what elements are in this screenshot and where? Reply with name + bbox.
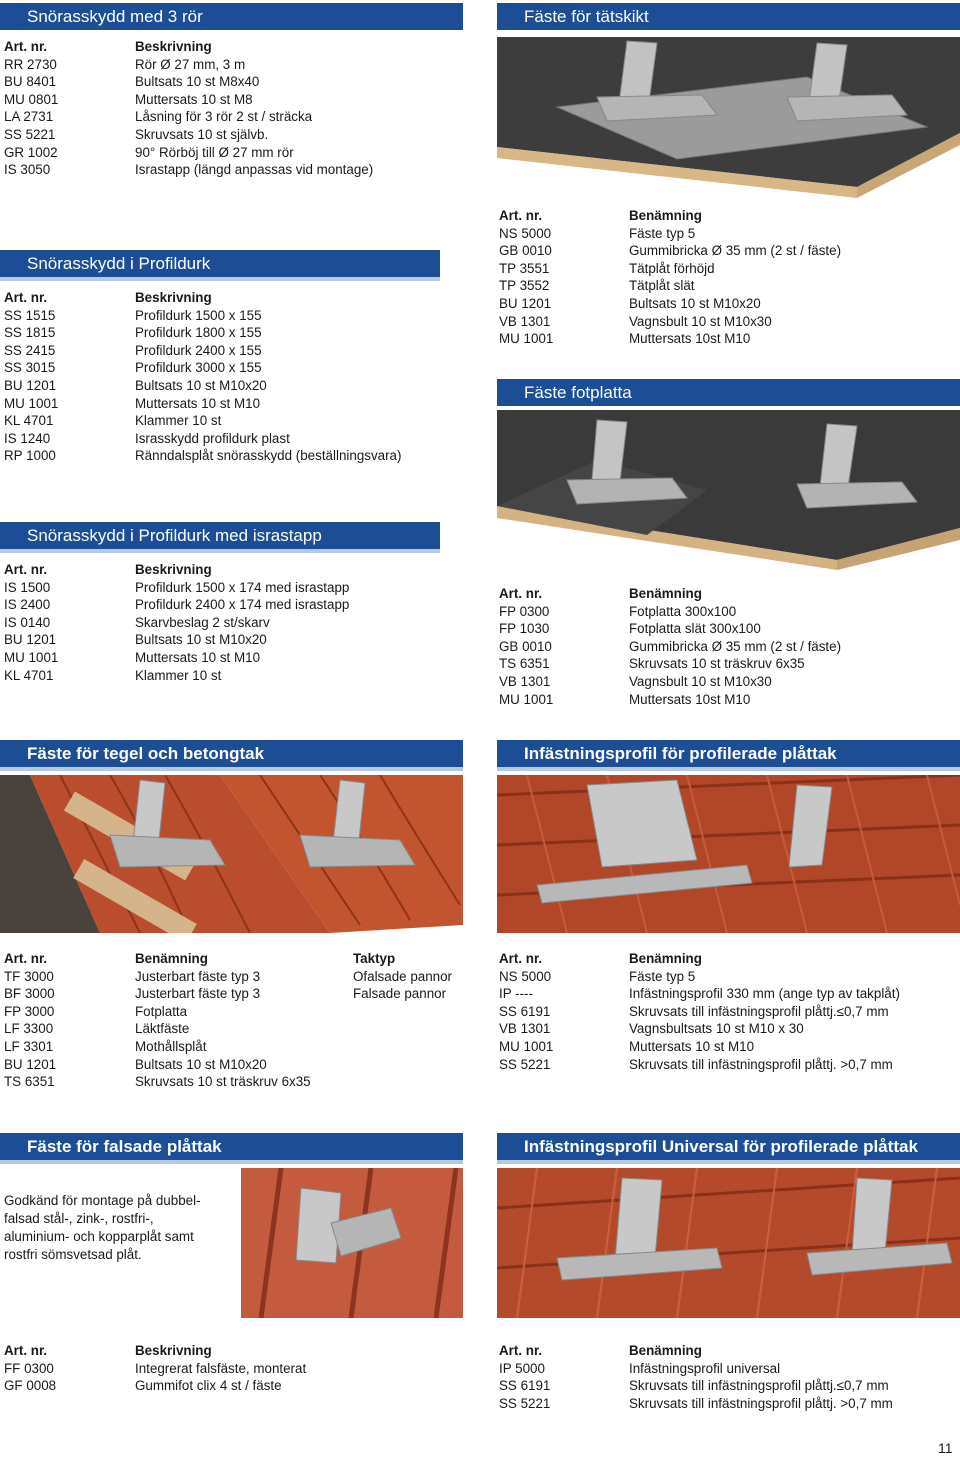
taktyp: Ofalsade pannor bbox=[353, 968, 453, 984]
table-head bbox=[4, 950, 464, 968]
table-row bbox=[499, 260, 954, 278]
description: Skruvsats 10 st självb. bbox=[135, 126, 269, 142]
description: Bultsats 10 st M10x20 bbox=[135, 632, 267, 648]
note-line: rostfri sömsvetsad plåt. bbox=[4, 1247, 142, 1262]
art-nr: FP 0300 bbox=[499, 603, 550, 619]
table-row bbox=[499, 1056, 957, 1074]
art-nr: TP 3551 bbox=[499, 260, 550, 276]
art-nr: LF 3300 bbox=[4, 1021, 54, 1037]
header-faste-fotplatta: Fäste fotplatta bbox=[497, 379, 960, 406]
description: Israsskydd profildurk plast bbox=[135, 430, 290, 446]
table-row bbox=[4, 126, 454, 144]
art-nr: IS 1240 bbox=[4, 430, 51, 446]
table-row bbox=[4, 596, 454, 614]
art-nr: FP 3000 bbox=[4, 1003, 55, 1019]
art-nr: MU 1001 bbox=[499, 1038, 554, 1054]
table-row bbox=[4, 447, 454, 465]
table-row bbox=[499, 1003, 957, 1021]
col-benamning: Benämning bbox=[629, 951, 702, 966]
description: Mothållsplåt bbox=[135, 1038, 207, 1054]
note-line: falsad stål-, zink-, rostfri-, bbox=[4, 1211, 154, 1226]
table-head bbox=[4, 1342, 454, 1360]
table-falsade bbox=[4, 1342, 454, 1395]
description: Tätplåt förhöjd bbox=[629, 260, 715, 276]
header-snorasskydd-profildurk: Snörasskydd i Profildurk bbox=[0, 250, 440, 281]
table-row bbox=[4, 1073, 464, 1091]
col-art: Art. nr. bbox=[4, 951, 48, 966]
table-row bbox=[4, 324, 454, 342]
art-nr: IP ---- bbox=[499, 986, 533, 1002]
description: Skruvsats till infästningsprofil plåttj.≤0,7 mm bbox=[629, 1003, 889, 1019]
description: Infästningsprofil universal bbox=[629, 1360, 781, 1376]
page-number: 11 bbox=[938, 1440, 953, 1456]
description: Profildurk 3000 x 155 bbox=[135, 360, 262, 376]
art-nr: TS 6351 bbox=[499, 656, 550, 672]
table-row bbox=[499, 1395, 957, 1413]
header-faste-tatskikt: Fäste för tätskikt bbox=[497, 3, 960, 30]
table-row bbox=[4, 579, 454, 597]
art-nr: GB 0010 bbox=[499, 638, 552, 654]
table-row bbox=[499, 1038, 957, 1056]
table-head bbox=[499, 1342, 957, 1360]
table-head bbox=[4, 289, 454, 307]
table-row bbox=[499, 985, 957, 1003]
table-row bbox=[499, 330, 954, 348]
description: Muttersats 10 st M10 bbox=[629, 1038, 755, 1054]
col-benamning: Benämning bbox=[629, 586, 702, 601]
col-art: Art. nr. bbox=[4, 290, 48, 305]
art-nr: VB 1301 bbox=[499, 673, 551, 689]
art-nr: MU 1001 bbox=[499, 691, 554, 707]
illustration-fotplatta bbox=[497, 410, 960, 570]
table-head bbox=[499, 950, 957, 968]
art-nr: VB 1301 bbox=[499, 1021, 551, 1037]
description: Muttersats 10 st M8 bbox=[135, 91, 253, 107]
header-infastningsprofil-universal: Infästningsprofil Universal för profilerade plåttak bbox=[497, 1133, 960, 1164]
table-row bbox=[499, 295, 954, 313]
description: Fotplatta slät 300x100 bbox=[629, 621, 761, 637]
description: Muttersats 10 st M10 bbox=[135, 395, 261, 411]
art-nr: BU 1201 bbox=[4, 377, 57, 393]
table-row bbox=[4, 1003, 464, 1021]
art-nr: MU 0801 bbox=[4, 91, 59, 107]
art-nr: BU 1201 bbox=[4, 1056, 57, 1072]
table-tegel bbox=[4, 950, 464, 1091]
note-line: aluminium- och kopparplåt samt bbox=[4, 1229, 194, 1244]
col-beskrivning: Beskrivning bbox=[135, 562, 212, 577]
table-row bbox=[499, 1360, 957, 1378]
header-faste-falsade: Fäste för falsade plåttak bbox=[0, 1133, 463, 1164]
illustration-falsade bbox=[241, 1168, 463, 1318]
table-row bbox=[499, 638, 954, 656]
table-tatskikt bbox=[499, 207, 954, 348]
table-row bbox=[499, 313, 954, 331]
description: Gummibricka Ø 35 mm (2 st / fäste) bbox=[629, 638, 842, 654]
table-row bbox=[4, 631, 454, 649]
description: Justerbart fäste typ 3 bbox=[135, 968, 261, 984]
art-nr: BU 1201 bbox=[4, 632, 57, 648]
art-nr: MU 1001 bbox=[4, 649, 59, 665]
description: Muttersats 10 st M10 bbox=[135, 649, 261, 665]
table-row bbox=[4, 614, 454, 632]
description: Profildurk 2400 x 155 bbox=[135, 342, 262, 358]
description: Fotplatta 300x100 bbox=[629, 603, 737, 619]
art-nr: FP 1030 bbox=[499, 621, 550, 637]
table-row bbox=[4, 412, 454, 430]
description: Fotplatta bbox=[135, 1003, 188, 1019]
table-row bbox=[4, 359, 454, 377]
art-nr: SS 5221 bbox=[4, 126, 56, 142]
description: Bultsats 10 st M10x20 bbox=[135, 1056, 267, 1072]
art-nr: TF 3000 bbox=[4, 968, 54, 984]
table-row bbox=[4, 1038, 464, 1056]
art-nr: IP 5000 bbox=[499, 1360, 545, 1376]
description: Muttersats 10st M10 bbox=[629, 691, 751, 707]
art-nr: GF 0008 bbox=[4, 1378, 57, 1394]
table-row bbox=[499, 673, 954, 691]
art-nr: IS 1500 bbox=[4, 579, 51, 595]
table-row bbox=[499, 277, 954, 295]
art-nr: GR 1002 bbox=[4, 144, 58, 160]
art-nr: KL 4701 bbox=[4, 667, 54, 683]
falsade-note bbox=[4, 1192, 234, 1264]
description: Vagnsbultsats 10 st M10 x 30 bbox=[629, 1021, 804, 1037]
table-row bbox=[4, 161, 454, 179]
description: Bultsats 10 st M10x20 bbox=[629, 295, 761, 311]
col-benamning: Benämning bbox=[135, 951, 208, 966]
description: Justerbart fäste typ 3 bbox=[135, 986, 261, 1002]
description: Skruvsats till infästningsprofil plåttj. >0,7 mm bbox=[629, 1056, 893, 1072]
art-nr: IS 3050 bbox=[4, 162, 51, 178]
art-nr: SS 1815 bbox=[4, 325, 56, 341]
art-nr: LF 3301 bbox=[4, 1038, 54, 1054]
art-nr: RR 2730 bbox=[4, 56, 57, 72]
description: Profildurk 1500 x 155 bbox=[135, 307, 262, 323]
table-row bbox=[499, 691, 954, 709]
table-row bbox=[4, 968, 464, 986]
table-fotplatta bbox=[499, 585, 954, 708]
col-art: Art. nr. bbox=[499, 208, 543, 223]
table-row bbox=[4, 73, 454, 91]
table-row bbox=[4, 649, 454, 667]
table-row bbox=[499, 620, 954, 638]
table-row bbox=[4, 395, 454, 413]
art-nr: NS 5000 bbox=[499, 225, 552, 241]
art-nr: MU 1001 bbox=[499, 331, 554, 347]
art-nr: KL 4701 bbox=[4, 413, 54, 429]
art-nr: BU 8401 bbox=[4, 74, 57, 90]
table-row bbox=[499, 968, 957, 986]
col-benamning: Benämning bbox=[629, 1343, 702, 1358]
description: Låsning för 3 rör 2 st / sträcka bbox=[135, 109, 313, 125]
table-row bbox=[4, 1360, 454, 1378]
table-row bbox=[4, 144, 454, 162]
table-row bbox=[4, 430, 454, 448]
art-nr: VB 1301 bbox=[499, 313, 551, 329]
description: Profildurk 1800 x 155 bbox=[135, 325, 262, 341]
table-row bbox=[499, 1020, 957, 1038]
header-snorasskydd-israstapp: Snörasskydd i Profildurk med israstapp bbox=[0, 522, 440, 553]
art-nr: IS 0140 bbox=[4, 614, 51, 630]
table-profilerade bbox=[499, 950, 957, 1073]
table-row bbox=[4, 1020, 464, 1038]
description: Muttersats 10st M10 bbox=[629, 331, 751, 347]
table-head bbox=[499, 585, 954, 603]
art-nr: TP 3552 bbox=[499, 278, 550, 294]
header-snorasskydd-ror: Snörasskydd med 3 rör bbox=[0, 3, 463, 30]
description: Klammer 10 st bbox=[135, 667, 222, 683]
description: Läktfäste bbox=[135, 1021, 190, 1037]
art-nr: NS 5000 bbox=[499, 968, 552, 984]
art-nr: SS 5221 bbox=[499, 1056, 551, 1072]
table-row bbox=[4, 667, 454, 685]
description: Tätplåt slät bbox=[629, 278, 695, 294]
art-nr: SS 3015 bbox=[4, 360, 56, 376]
col-art: Art. nr. bbox=[499, 951, 543, 966]
col-beskrivning: Beskrivning bbox=[135, 290, 212, 305]
art-nr: TS 6351 bbox=[4, 1074, 55, 1090]
table-row bbox=[4, 1377, 454, 1395]
table-head bbox=[499, 207, 954, 225]
table-row bbox=[4, 91, 454, 109]
table-row bbox=[4, 108, 454, 126]
illustration-tegel bbox=[0, 775, 463, 933]
art-nr: SS 1515 bbox=[4, 307, 56, 323]
col-art: Art. nr. bbox=[4, 39, 48, 54]
table-row bbox=[499, 1377, 957, 1395]
description: Bultsats 10 st M8x40 bbox=[135, 74, 260, 90]
description: Skruvsats till infästningsprofil plåttj.≤0,7 mm bbox=[629, 1378, 889, 1394]
table-row bbox=[499, 655, 954, 673]
col-taktyp: Taktyp bbox=[353, 951, 396, 966]
art-nr: FF 0300 bbox=[4, 1360, 54, 1376]
art-nr: IS 2400 bbox=[4, 597, 51, 613]
art-nr: SS 2415 bbox=[4, 342, 56, 358]
art-nr: BU 1201 bbox=[499, 295, 552, 311]
art-nr: LA 2731 bbox=[4, 109, 54, 125]
description: Fäste typ 5 bbox=[629, 968, 696, 984]
description: Bultsats 10 st M10x20 bbox=[135, 377, 267, 393]
description: Vagnsbult 10 st M10x30 bbox=[629, 673, 772, 689]
art-nr: SS 6191 bbox=[499, 1003, 551, 1019]
table-head bbox=[4, 561, 454, 579]
col-beskrivning: Beskrivning bbox=[135, 39, 212, 54]
table-ror bbox=[4, 38, 454, 179]
table-row bbox=[4, 342, 454, 360]
table-israstapp bbox=[4, 561, 454, 684]
art-nr: GB 0010 bbox=[499, 243, 552, 259]
art-nr: MU 1001 bbox=[4, 395, 59, 411]
description: Fäste typ 5 bbox=[629, 225, 696, 241]
table-row bbox=[4, 377, 454, 395]
art-nr: SS 5221 bbox=[499, 1395, 551, 1411]
description: 90° Rörböj till Ø 27 mm rör bbox=[135, 144, 294, 160]
description: Integrerat falsfäste, monterat bbox=[135, 1360, 307, 1376]
description: Gummibricka Ø 35 mm (2 st / fäste) bbox=[629, 243, 842, 259]
description: Skarvbeslag 2 st/skarv bbox=[135, 614, 270, 630]
description: Skruvsats 10 st träskruv 6x35 bbox=[135, 1074, 311, 1090]
description: Klammer 10 st bbox=[135, 413, 222, 429]
description: Profildurk 2400 x 174 med israstapp bbox=[135, 597, 350, 613]
illustration-profilerade bbox=[497, 775, 960, 933]
table-row bbox=[4, 307, 454, 325]
table-head bbox=[4, 38, 454, 56]
description: Ränndalsplåt snörasskydd (beställningsvara) bbox=[135, 448, 402, 464]
col-art: Art. nr. bbox=[4, 1343, 48, 1358]
taktyp: Falsade pannor bbox=[353, 986, 447, 1002]
description: Skruvsats 10 st träskruv 6x35 bbox=[629, 656, 805, 672]
table-profildurk bbox=[4, 289, 454, 465]
description: Infästningsprofil 330 mm (ange typ av takplåt) bbox=[629, 986, 900, 1002]
description: Profildurk 1500 x 174 med israstapp bbox=[135, 579, 350, 595]
note-line: Godkänd för montage på dubbel- bbox=[4, 1193, 201, 1208]
table-row bbox=[499, 225, 954, 243]
col-art: Art. nr. bbox=[499, 1343, 543, 1358]
col-benamning: Benämning bbox=[629, 208, 702, 223]
table-row bbox=[499, 242, 954, 260]
description: Skruvsats till infästningsprofil plåttj. >0,7 mm bbox=[629, 1395, 893, 1411]
col-art: Art. nr. bbox=[499, 586, 543, 601]
art-nr: SS 6191 bbox=[499, 1378, 551, 1394]
art-nr: RP 1000 bbox=[4, 448, 56, 464]
col-beskrivning: Beskrivning bbox=[135, 1343, 212, 1358]
header-faste-tegel: Fäste för tegel och betongtak bbox=[0, 740, 463, 771]
header-infastningsprofil: Infästningsprofil för profilerade plåttak bbox=[497, 740, 960, 771]
description: Rör Ø 27 mm, 3 m bbox=[135, 56, 246, 72]
description: Vagnsbult 10 st M10x30 bbox=[629, 313, 772, 329]
art-nr: BF 3000 bbox=[4, 986, 55, 1002]
col-art: Art. nr. bbox=[4, 562, 48, 577]
table-row bbox=[4, 985, 464, 1003]
illustration-tatskikt bbox=[497, 37, 960, 198]
table-row bbox=[4, 56, 454, 74]
table-universal bbox=[499, 1342, 957, 1412]
description: Israstapp (längd anpassas vid montage) bbox=[135, 162, 374, 178]
table-row bbox=[499, 603, 954, 621]
illustration-universal bbox=[497, 1168, 960, 1318]
description: Gummifot clix 4 st / fäste bbox=[135, 1378, 282, 1394]
table-row bbox=[4, 1056, 464, 1074]
